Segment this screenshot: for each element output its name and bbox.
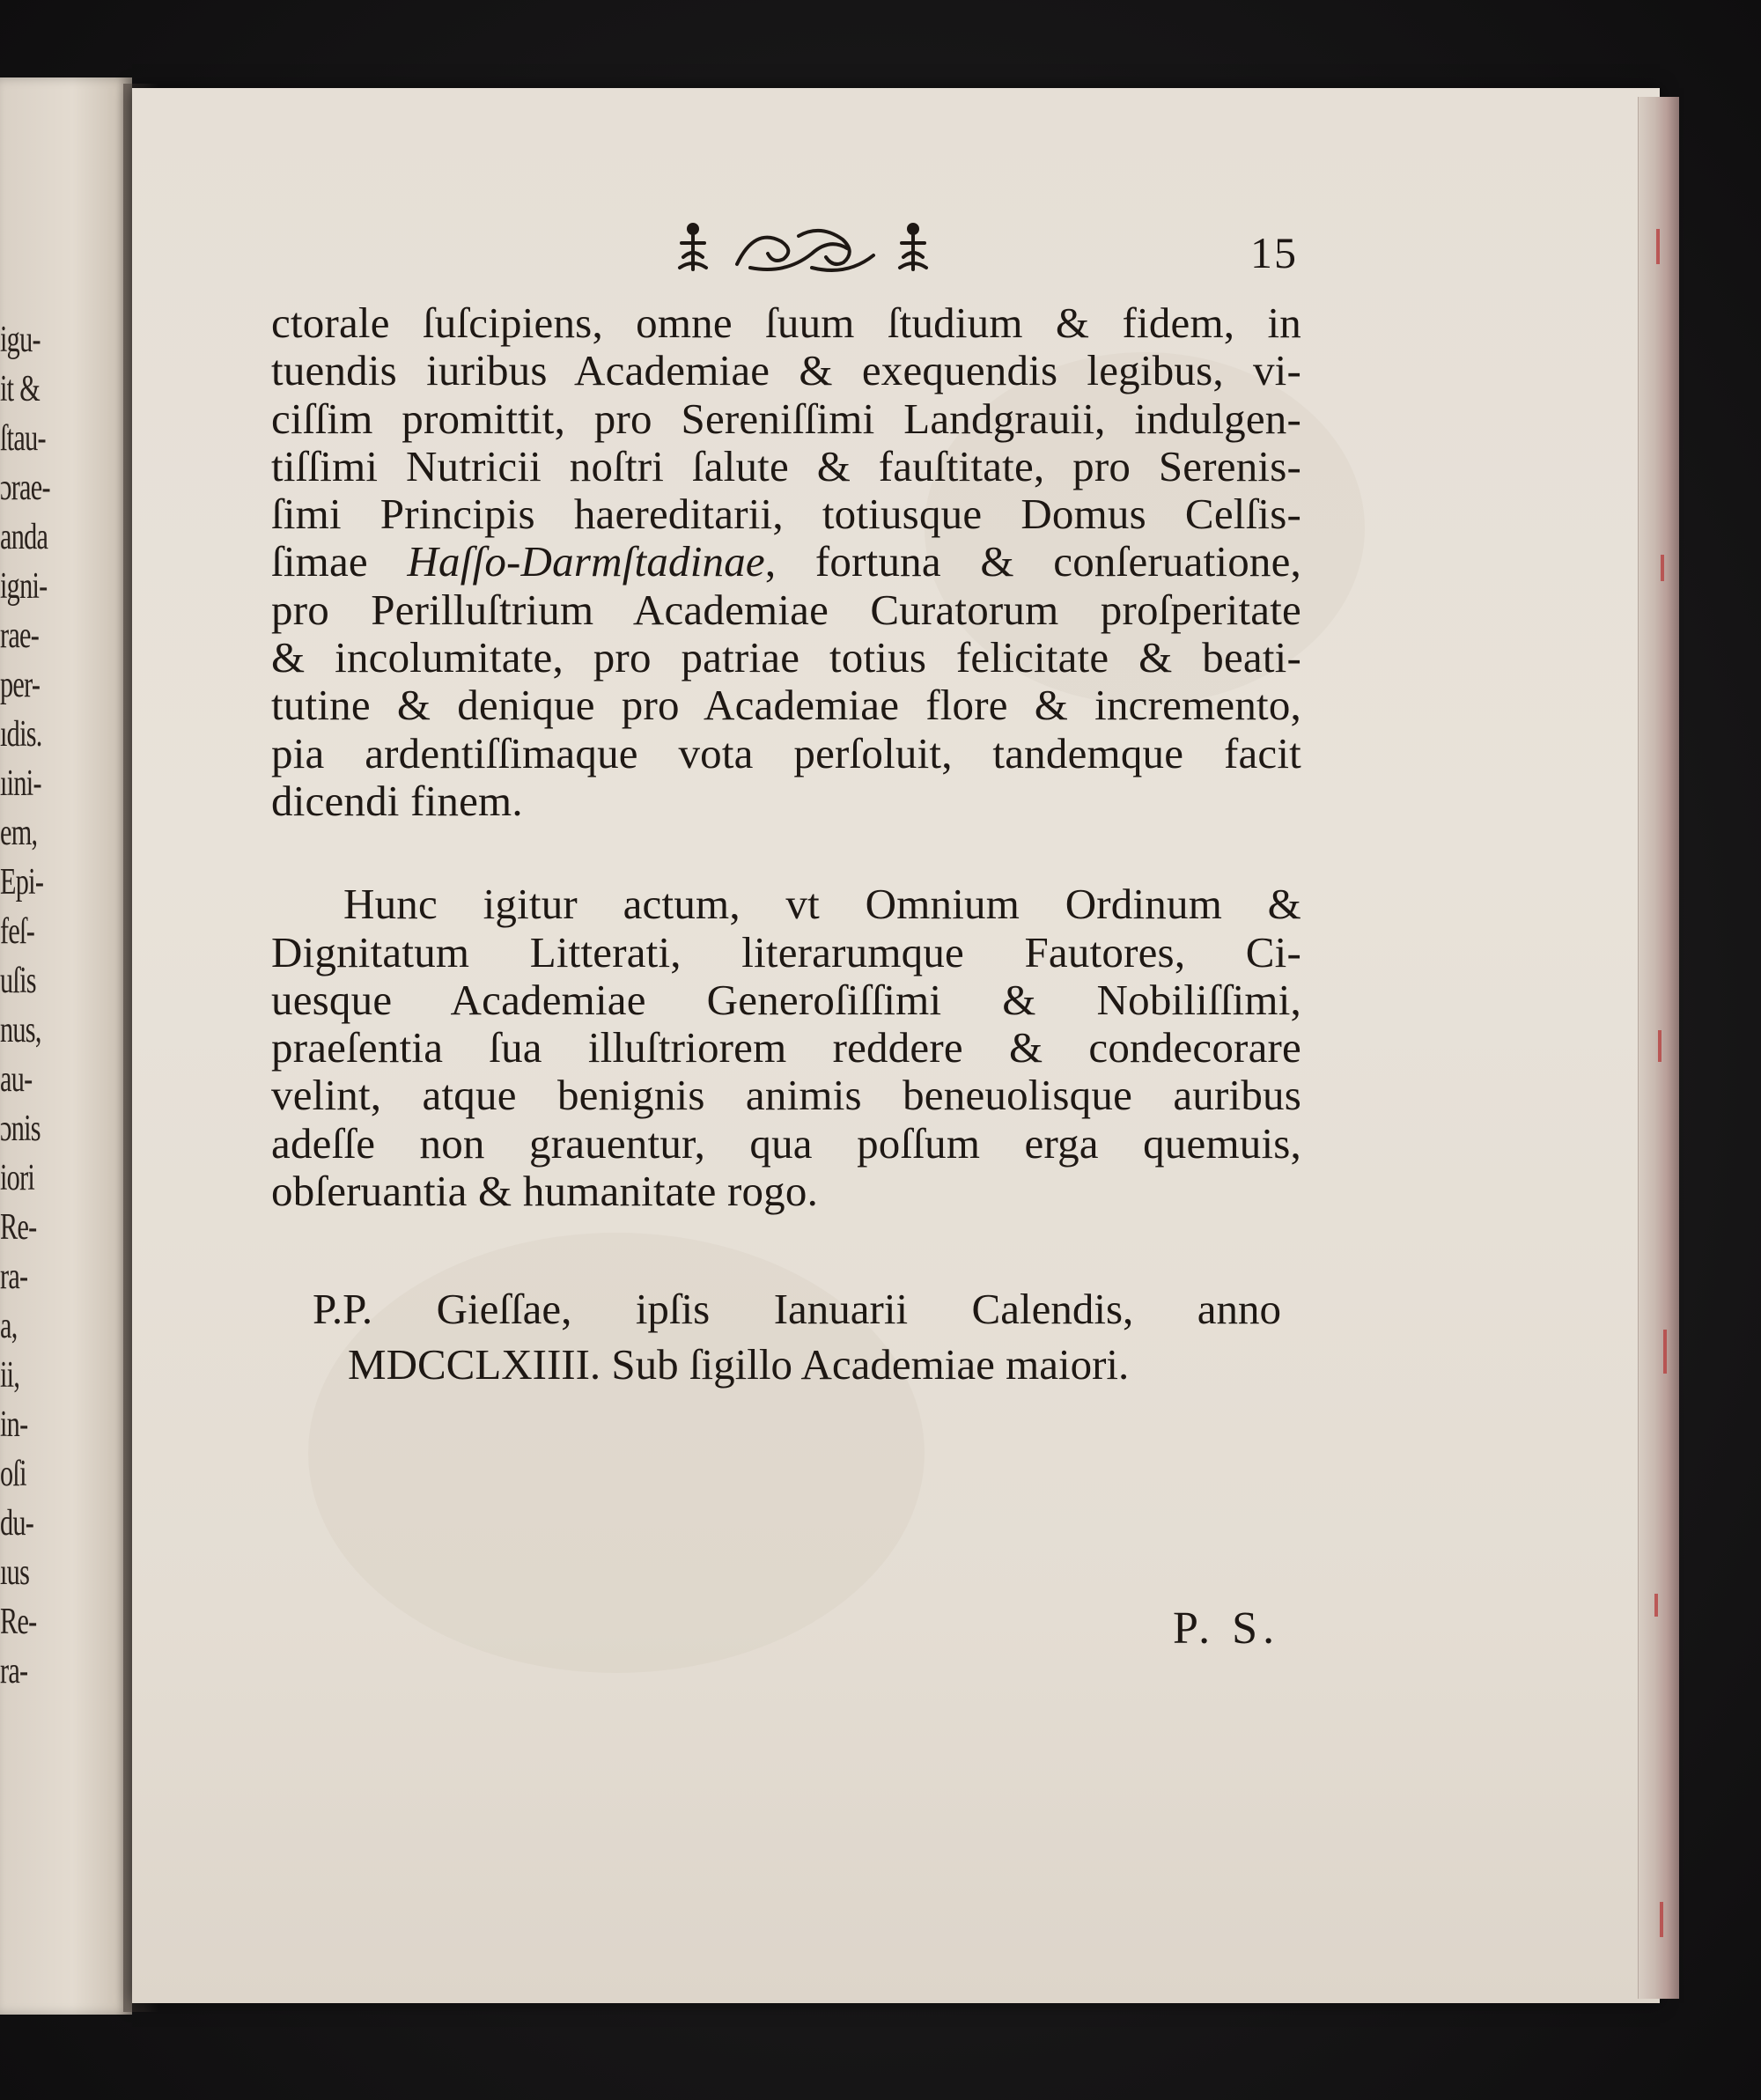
text-line: Dignitatum Litterati, literarumque Fautores, Ci- — [271, 927, 1301, 976]
previous-page-fragment: feſ- — [0, 911, 35, 952]
previous-page-fragment: rae- — [0, 615, 40, 656]
page-number: 15 — [1250, 228, 1298, 277]
dateline-line-1: P.P. Gieſſae, ipſis Ianuarii Calendis, anno — [313, 1285, 1281, 1333]
previous-page-fragment: it & — [0, 369, 41, 409]
previous-page-fragment: oſi — [0, 1454, 26, 1494]
page-header — [132, 218, 1660, 289]
text-line: praeſentia ſua illuſtriorem reddere & condecorare — [271, 1023, 1301, 1072]
text-line: adeſſe non grauentur, qua poſſum erga quemuis, — [271, 1118, 1301, 1168]
text-line: dicendi finem. — [271, 776, 523, 825]
text-line: tutine & denique pro Academiae flore & incremento, — [271, 681, 1301, 730]
body-text — [271, 299, 1301, 1215]
previous-page-fragment: ıdis. — [0, 714, 42, 755]
previous-page-fragment: Re- — [0, 1602, 37, 1642]
previous-page-fragment: ɔrae- — [0, 468, 50, 508]
text-line — [271, 538, 1301, 586]
page-edge — [1638, 97, 1679, 1999]
previous-page-fragment: igu- — [0, 320, 41, 360]
previous-page-fragment: ıini- — [0, 763, 41, 804]
dateline-line-2: MDCCLXIIII. Sub ſigillo Academiae maiori. — [348, 1340, 1130, 1389]
text-line: tiſſimi Nutricii noſtri ſalute & fauſtitate, pro Serenis- — [271, 441, 1301, 490]
previous-page-fragment: ra- — [0, 1651, 28, 1691]
previous-page-fragment: ſtau- — [0, 418, 46, 459]
previous-page-fragment: uſis — [0, 961, 36, 1001]
paragraph-1 — [271, 299, 1301, 825]
italic-place-name: Haſſo-Darmſtadinae — [407, 537, 765, 586]
text-line: velint, atque benignis animis beneuolisque auribus — [271, 1071, 1301, 1120]
dateline — [313, 1281, 1281, 1392]
text-line: obſeruantia & humanitate rogo. — [271, 1167, 819, 1216]
text-line: ſimi Principis haereditarii, totiusque Domus Celſis- — [271, 490, 1301, 539]
previous-page-fragment: ii, — [0, 1355, 20, 1396]
text-line: pia ardentiſſimaque vota perſoluit, tandemque facit — [271, 728, 1301, 777]
previous-page-fragment: igni- — [0, 566, 48, 607]
previous-page-fragment: Re- — [0, 1207, 37, 1248]
text-line: pro Perilluſtrium Academiae Curatorum proſperitate — [271, 585, 1301, 634]
previous-page — [0, 77, 132, 2015]
edge-stain — [1660, 1902, 1663, 1937]
previous-page-fragment: ra- — [0, 1256, 28, 1297]
previous-page-fragment: nus, — [0, 1010, 41, 1050]
edge-stain — [1661, 555, 1664, 581]
previous-page-fragment: iori — [0, 1158, 35, 1198]
previous-page-fragment: per- — [0, 665, 41, 705]
edge-stain — [1658, 1030, 1662, 1062]
edge-stain — [1654, 1594, 1658, 1617]
text-line: & incolumitate, pro patriae totius felicitate & beati- — [271, 633, 1301, 682]
text-run: , fortuna & conſeruatione, — [764, 537, 1301, 586]
edge-stain — [1663, 1330, 1667, 1374]
text-line: uesque Academiae Generoſiſſimi & Nobiliſſimi, — [271, 975, 1301, 1024]
previous-page-fragment: ɔnis — [0, 1109, 41, 1149]
text-line: tuendis iuribus Academiae & exequendis legibus, vi- — [271, 346, 1301, 395]
previous-page-text-fragments — [0, 315, 62, 1696]
text-line: ctorale ſuſcipiens, omne ſuum ſtudium & fidem, in — [271, 298, 1301, 347]
previous-page-fragment: du- — [0, 1503, 34, 1544]
previous-page-fragment: Epi- — [0, 862, 44, 903]
previous-page-fragment: au- — [0, 1059, 33, 1100]
ornament-icon — [671, 218, 944, 282]
paragraph-2 — [271, 881, 1301, 1215]
previous-page-fragment: ıus — [0, 1552, 30, 1593]
text-line: ciſſim promittit, pro Sereniſſimi Landgrauii, indulgen- — [271, 394, 1301, 443]
previous-page-fragment: anda — [0, 517, 48, 557]
signature-ps: P. S. — [1173, 1603, 1280, 1654]
text-line: Hunc igitur actum, vt Omnium Ordinum & — [343, 880, 1301, 929]
previous-page-fragment: em, — [0, 813, 38, 853]
text-run: ſimae — [271, 537, 408, 586]
previous-page-fragment: a, — [0, 1306, 18, 1346]
previous-page-fragment: in- — [0, 1404, 28, 1445]
